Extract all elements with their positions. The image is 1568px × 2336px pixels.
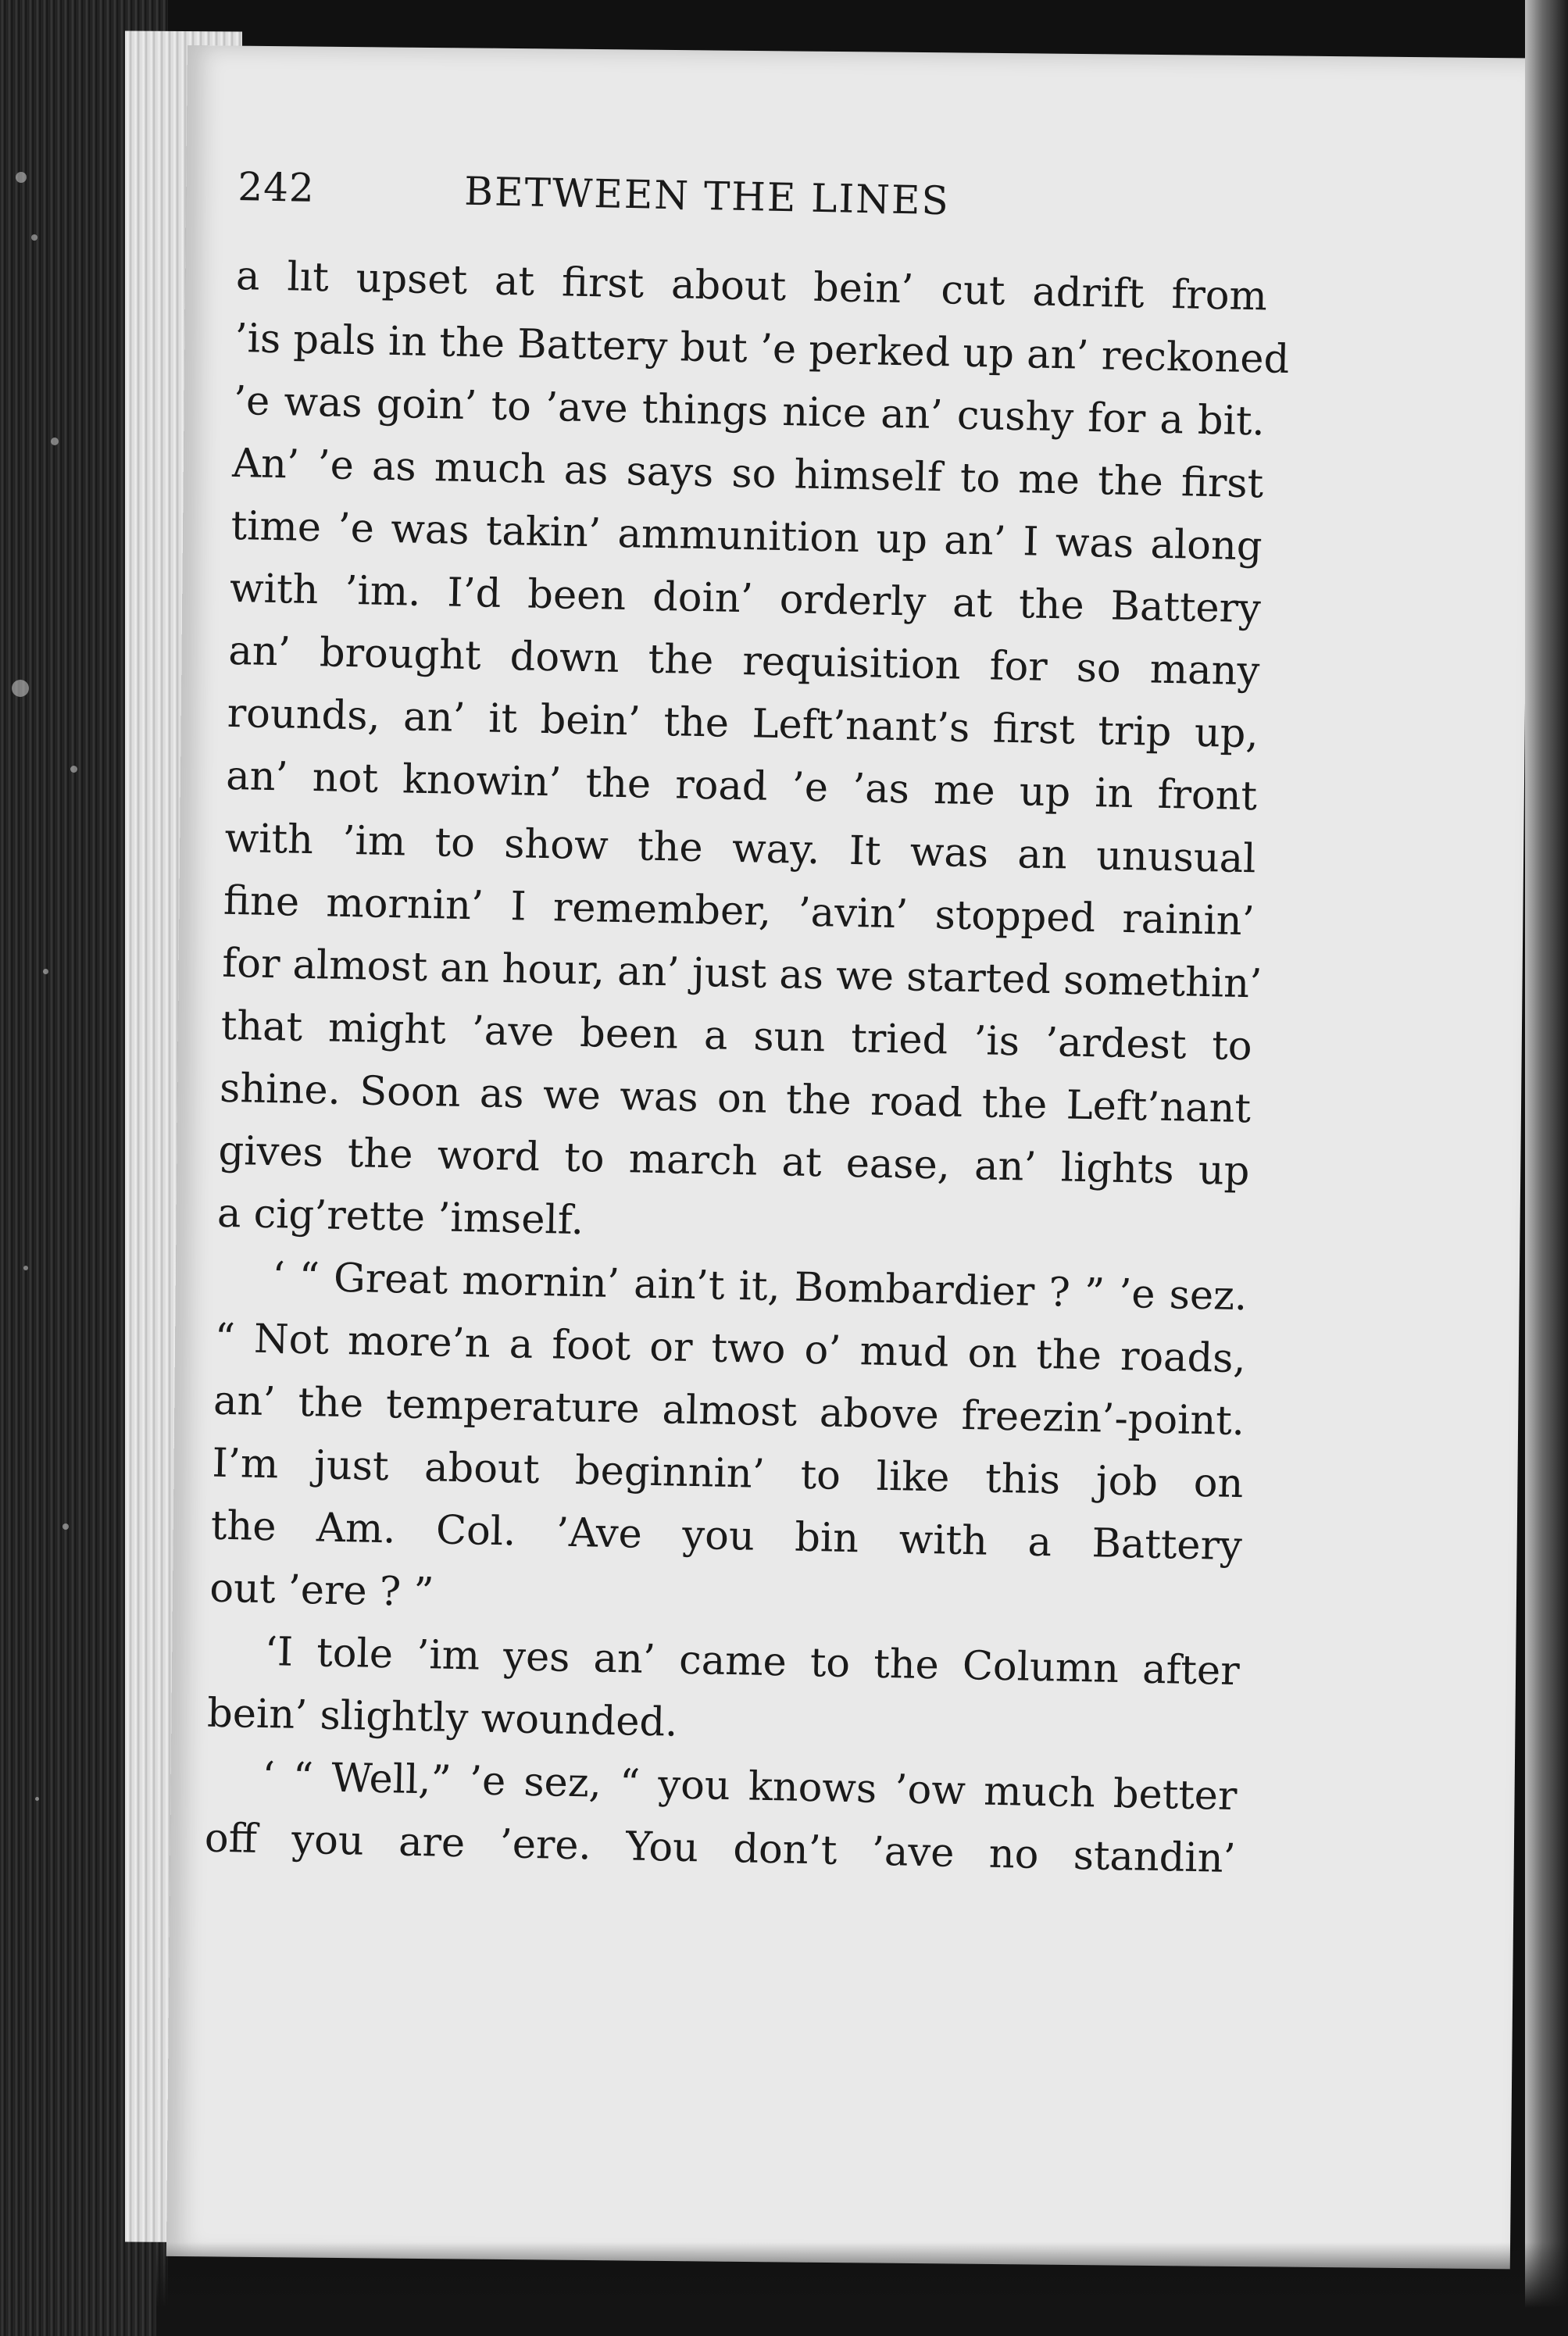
text-line: bein’ slightly wounded. xyxy=(206,1690,678,1746)
text-line: the Am. Col. ’Ave you bin with a Battery xyxy=(210,1502,1243,1570)
binding-speck xyxy=(43,969,48,974)
text-line: ‘ “ Great mornin’ ain’t it, Bombardier ? ” ’e sez. xyxy=(271,1254,1248,1320)
text-line: for almost an hour, an’ just as we started somethin’ xyxy=(221,940,1263,1008)
text-line: “ Not more’n a foot or two o’ mud on the roads, xyxy=(214,1315,1247,1383)
text-line: ’is pals in the Battery but ’e perked up an’ reckoned xyxy=(234,315,1290,384)
right-page-edge xyxy=(1525,0,1568,2336)
text-line: with ’im to show the way. It was an unusual xyxy=(224,815,1256,883)
binding-speck xyxy=(51,438,59,445)
binding-speck xyxy=(12,680,29,697)
bottom-shadow xyxy=(156,2242,1568,2336)
text-line: rounds, an’ it bein’ the Left’nant’s first trip up, xyxy=(227,690,1259,758)
text-line: ‘I tole ’im yes an’ came to the Column after xyxy=(264,1629,1241,1695)
binding-speck xyxy=(35,1797,39,1801)
text-line: a lıt upset at first about bein’ cut adrift from xyxy=(235,252,1268,320)
text-line: gives the word to march at ease, an’ lights up xyxy=(218,1127,1250,1195)
text-line: I’m just about beginnin’ to like this job on xyxy=(212,1440,1244,1508)
text-line: an’ brought down the requisition for so many xyxy=(227,627,1260,695)
text-line: that might ’ave been a sun tried ’is ’ardest to xyxy=(220,1002,1253,1070)
text-line: an’ not knowin’ the road ’e ’as me up in front xyxy=(225,752,1258,820)
text-line: a cig’rette ’imself. xyxy=(216,1190,584,1245)
text-line: shine. Soon as we was on the road the Left’nant xyxy=(219,1065,1252,1133)
body-text xyxy=(204,245,1290,1891)
page-number: 242 xyxy=(237,164,316,211)
binding-speck xyxy=(16,172,27,183)
running-title: BETWEEN THE LINES xyxy=(463,168,951,224)
text-line: with ’im. I’d been doin’ orderly at the Battery xyxy=(229,565,1262,633)
binding-speck xyxy=(63,1523,69,1530)
text-line: fine mornin’ I remember, ’avin’ stopped rainin’ xyxy=(223,877,1255,945)
binding-speck xyxy=(23,1266,28,1270)
text-line: out ’ere ? ” xyxy=(209,1565,434,1616)
text-block xyxy=(204,164,1290,1891)
text-line: An’ ’e as much as says so himself to me the first xyxy=(231,440,1264,508)
text-line: an’ the temperature almost above freezin’-point. xyxy=(213,1377,1245,1445)
text-line: ‘ “ Well,” ’e sez, “ you knows ’ow much better xyxy=(261,1754,1238,1820)
text-line: ’e was goin’ to ’ave things nice an’ cushy for a bit. xyxy=(233,377,1266,445)
text-line: off you are ’ere. You don’t ’ave no standin’ xyxy=(204,1815,1237,1883)
binding-speck xyxy=(31,234,38,241)
binding-speck xyxy=(70,766,77,773)
text-line: time ’e was takin’ ammunition up an’ I was along xyxy=(230,502,1263,570)
